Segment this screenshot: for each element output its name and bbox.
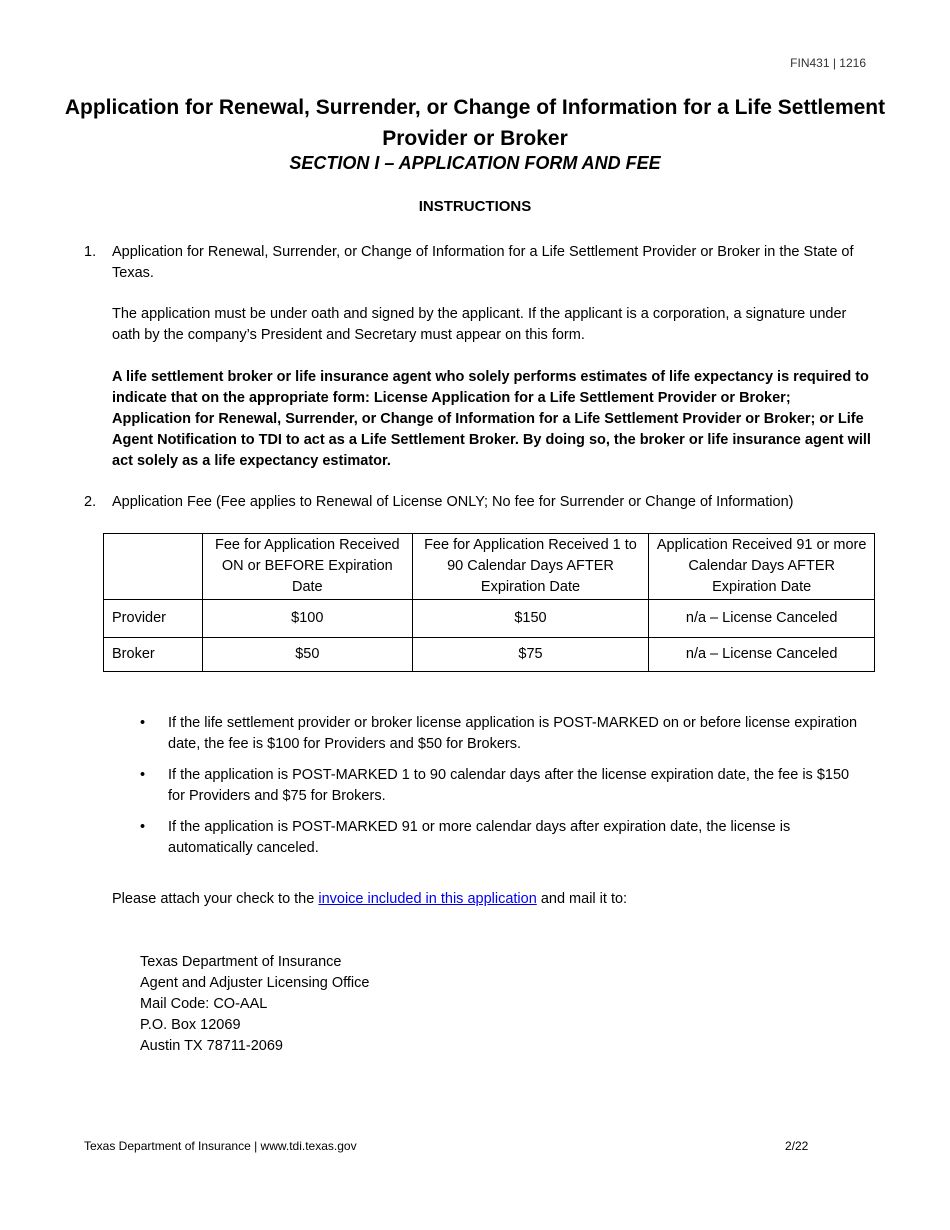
item1-number: 1. — [84, 244, 97, 260]
attach-prefix: Please attach your check to the — [112, 891, 319, 907]
instructions-heading: INSTRUCTIONS — [418, 198, 532, 215]
section-subtitle: SECTION I – APPLICATION FORM AND FEE — [289, 153, 661, 173]
oath-paragraph: The application must be under oath and signed by the applicant. If the applicant is a corporation, a signature under oath by the company’s President and Secretary must appear on this form. — [112, 306, 847, 343]
table-row — [104, 638, 875, 672]
invoice-link[interactable]: invoice included in this application — [318, 891, 537, 907]
bullet-dot-icon: • — [140, 767, 146, 783]
table-cell: n/a – License Canceled — [649, 600, 875, 638]
form-id: FIN431 | 1216 — [790, 56, 866, 70]
attach-check-line — [112, 889, 872, 910]
footer-org: Texas Department of Insurance | www.tdi.texas.gov — [84, 1139, 357, 1153]
address-line: Mail Code: CO-AAL — [140, 996, 268, 1012]
page-title: Application for Renewal, Surrender, or Change of Information for a Life Settlement Provider or Broker — [64, 96, 886, 150]
row-label-broker: Broker — [104, 638, 203, 672]
item2-number: 2. — [84, 494, 97, 510]
address-line: Texas Department of Insurance — [140, 954, 342, 970]
fee-table-header-91-plus: Application Received 91 or more Calendar Days AFTER Expiration Date — [649, 534, 875, 600]
table-cell: $50 — [202, 638, 412, 672]
address-line: P.O. Box 12069 — [140, 1017, 241, 1033]
attach-suffix: and mail it to: — [536, 891, 628, 907]
row-label-provider: Provider — [104, 600, 203, 638]
page-number: 2/22 — [785, 1139, 809, 1153]
fee-table-header-row — [104, 534, 875, 600]
bullet-dot-icon: • — [140, 819, 146, 835]
table-row — [104, 600, 875, 638]
fee-table-header-before: Fee for Application Received ON or BEFORE Expiration Date — [202, 534, 412, 600]
address-line: Austin TX 78711-2069 — [140, 1038, 283, 1054]
fee-table-header-corner — [104, 534, 203, 600]
bullet-postmarked-before: If the life settlement provider or broker license application is POST-MARKED on or before license expiration date, the fee is $100 for Providers and $50 for Brokers. — [168, 715, 858, 752]
item1-text: Application for Renewal, Surrender, or Change of Information for a Life Settlement Provider or Broker in the State of Texas. — [112, 244, 854, 281]
bullet-dot-icon: • — [140, 715, 146, 731]
bullet-postmarked-91-plus: If the application is POST-MARKED 91 or more calendar days after expiration date, the license is automatically canceled. — [168, 819, 791, 856]
table-cell: $75 — [412, 638, 649, 672]
fee-table-header-1-90: Fee for Application Received 1 to 90 Calendar Days AFTER Expiration Date — [412, 534, 649, 600]
bullet-postmarked-1-90: If the application is POST-MARKED 1 to 90 calendar days after the license expiration date, the fee is $150 for Providers and $75 for Brokers. — [168, 767, 850, 804]
fee-table — [103, 533, 875, 672]
item2-text: Application Fee (Fee applies to Renewal of License ONLY; No fee for Surrender or Change of Information) — [112, 494, 794, 510]
table-cell: n/a – License Canceled — [649, 638, 875, 672]
address-line: Agent and Adjuster Licensing Office — [140, 975, 370, 991]
life-expectancy-note: A life settlement broker or life insurance agent who solely performs estimates of life expectancy is required to indicate that on the appropriate form: License Application for a Life Settlement Provider or Broker; Application for Renewal, Surrender, or Change of Information for a Life Settlement Provider or Broker; or Life Agent Notification to TDI to act as a Life Settlement Broker. By doing so, the broker or life insurance agent will act solely as a life expectancy estimator. — [112, 369, 871, 469]
table-cell: $100 — [202, 600, 412, 638]
table-cell: $150 — [412, 600, 649, 638]
mailing-address — [140, 952, 369, 1057]
